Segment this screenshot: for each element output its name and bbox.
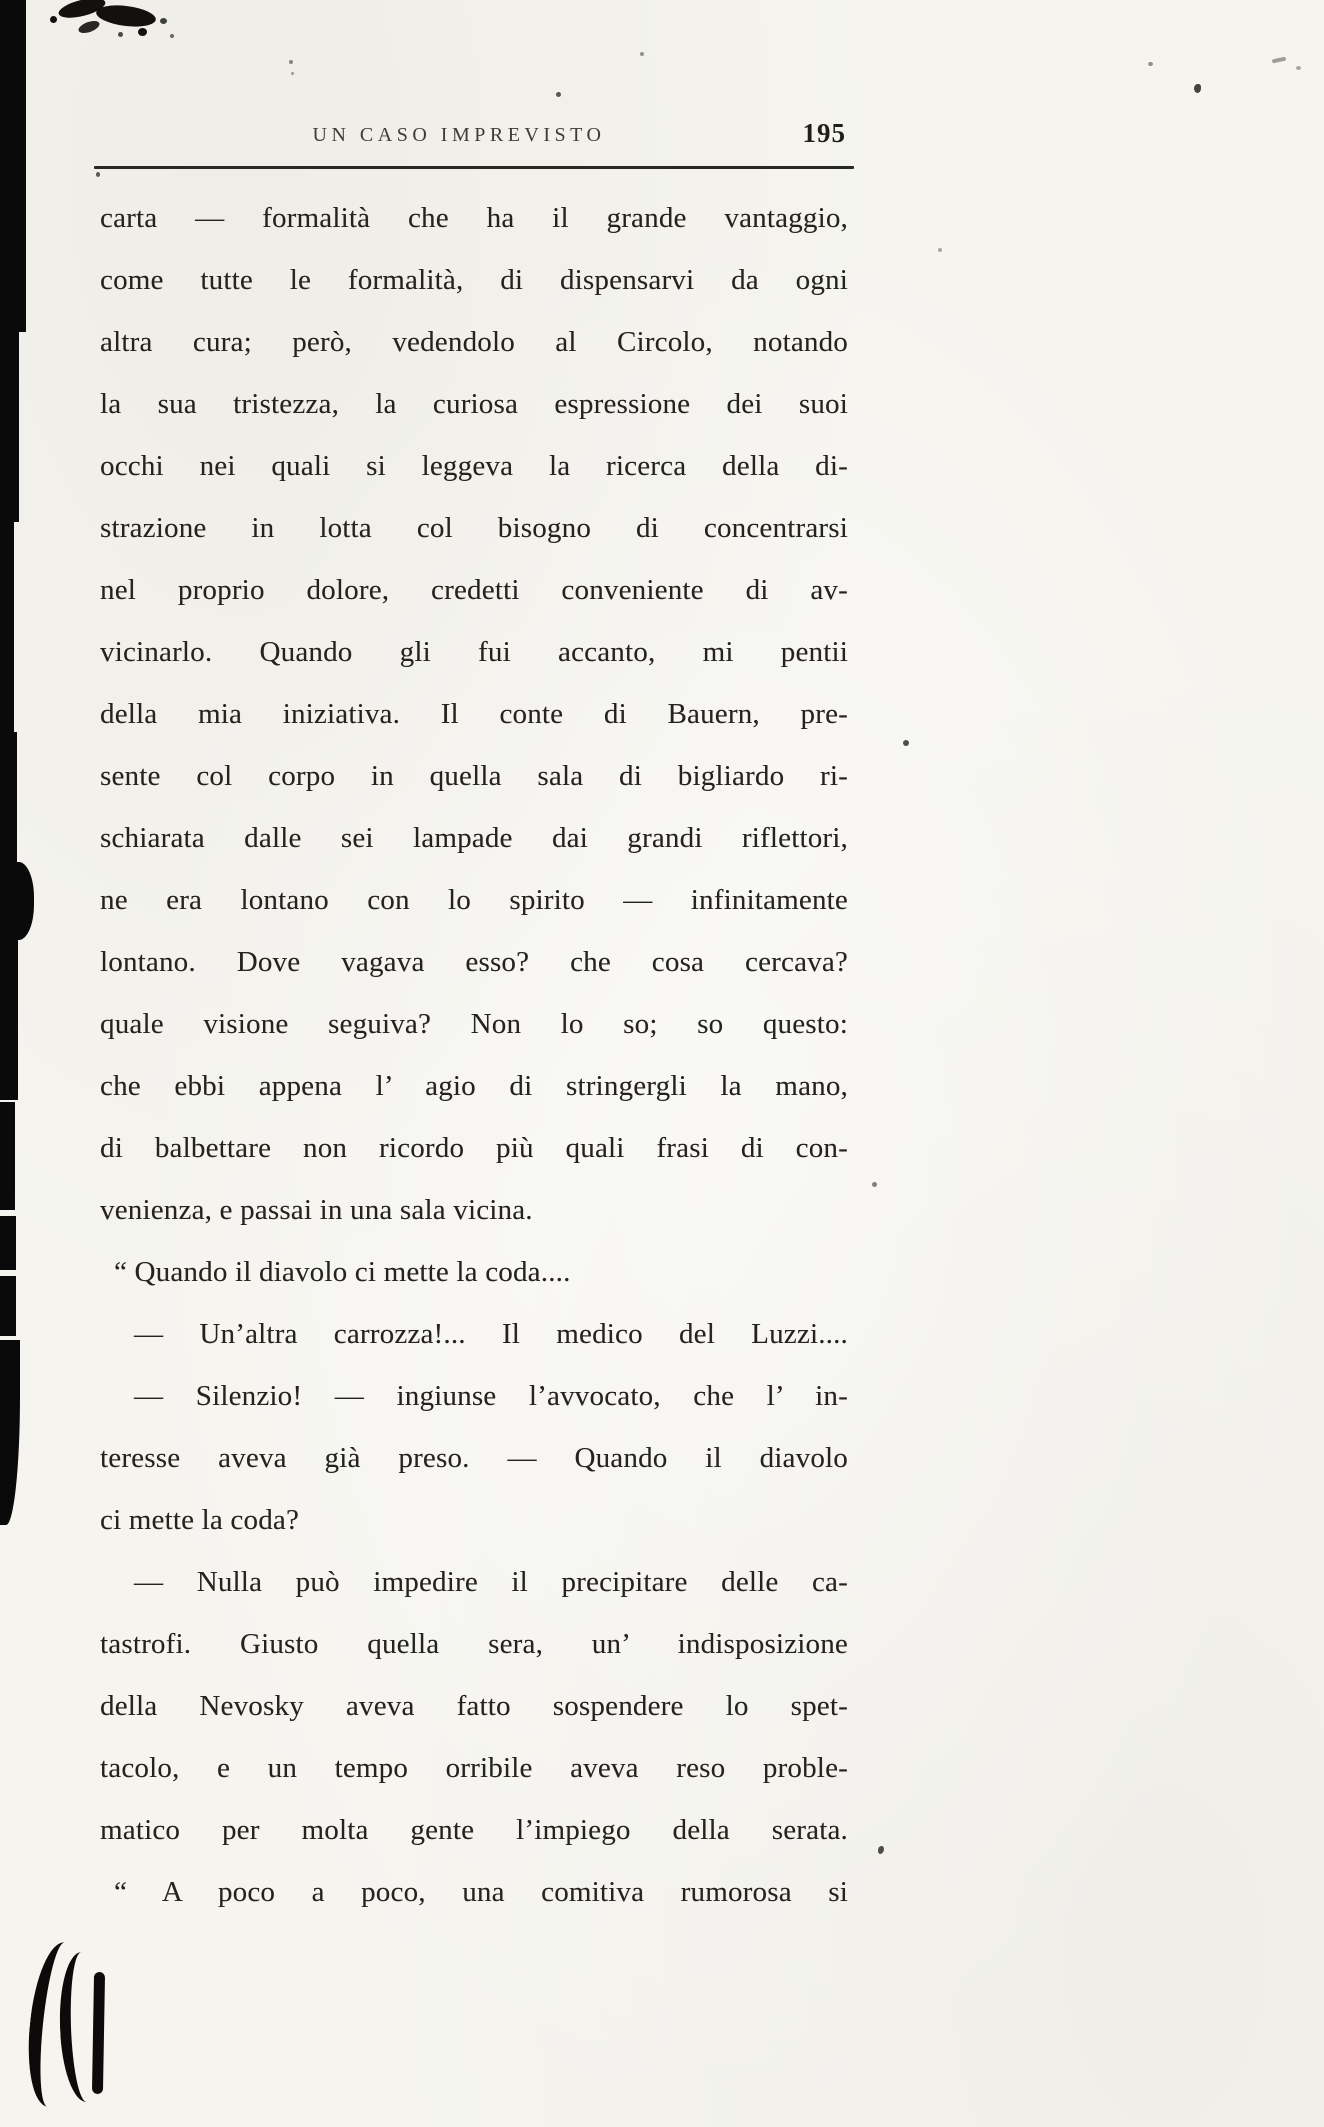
- scan-edge-artifact-segment: [0, 1216, 16, 1270]
- text-line: la sua tristezza, la curiosa espressione dei suoi: [100, 388, 848, 420]
- text-line: — Un’altra carrozza!... Il medico del Luzzi....: [134, 1318, 848, 1350]
- text-line: di balbettare non ricordo più quali frasi di con-: [100, 1132, 848, 1164]
- ink-blot: [138, 28, 147, 36]
- scan-edge-artifact-segment: [0, 332, 19, 522]
- text-line: occhi nei quali si leggeva la ricerca della di-: [100, 450, 848, 482]
- text-line: sente col corpo in quella sala di bigliardo ri-: [100, 760, 848, 792]
- ink-blot: [95, 2, 157, 29]
- scan-speck: [1296, 66, 1301, 70]
- running-header-title: UN CASO IMPREVISTO: [312, 124, 606, 146]
- text-line: matico per molta gente l’impiego della serata.: [100, 1814, 848, 1846]
- text-line: — Silenzio! — ingiunse l’avvocato, che l’ in-: [134, 1380, 848, 1412]
- body-text: [100, 187, 848, 1923]
- ink-smudge: [50, 0, 190, 52]
- text-line: carta — formalità che ha il grande vantaggio,: [100, 202, 848, 234]
- scan-binding-shadow: [0, 0, 60, 2127]
- scan-edge-artifact-segment: [0, 732, 17, 862]
- text-line: — Nulla può impedire il precipitare delle ca-: [134, 1566, 848, 1598]
- ink-blot: [77, 19, 101, 36]
- text-line: vicinarlo. Quando gli fui accanto, mi pentii: [100, 636, 848, 668]
- scan-speck: [1272, 57, 1287, 64]
- scan-speck: [872, 1182, 877, 1187]
- scan-speck: [640, 52, 644, 56]
- scan-speck: [903, 740, 909, 746]
- text-line: nel proprio dolore, credetti conveniente di av-: [100, 574, 848, 606]
- text-line: della Nevosky aveva fatto sospendere lo spet-: [100, 1690, 848, 1722]
- scan-edge-artifact-segment: [0, 522, 14, 732]
- scan-edge-artifact-segment: [0, 1276, 16, 1336]
- ink-blot: [50, 16, 57, 23]
- text-line: tastrofi. Giusto quella sera, un’ indisposizione: [100, 1628, 848, 1660]
- scan-edge-artifact-segment: [0, 1102, 15, 1210]
- scan-edge-artifact-segment: [0, 0, 26, 332]
- page-number: 195: [802, 118, 846, 148]
- scan-edge-artifact-segment: [0, 1340, 20, 1525]
- scan-speck: [938, 248, 942, 252]
- ink-mark-bar: [92, 1972, 105, 2094]
- text-line: lontano. Dove vagava esso? che cosa cercava?: [100, 946, 848, 978]
- ink-blot: [160, 18, 167, 24]
- text-line: ne era lontano con lo spirito — infinitamente: [100, 884, 848, 916]
- text-line: tacolo, e un tempo orribile aveva reso proble-: [100, 1752, 848, 1784]
- ink-blot: [170, 34, 174, 38]
- text-line: che ebbi appena l’ agio di stringergli la mano,: [100, 1070, 848, 1102]
- text-line: quale visione seguiva? Non lo so; so questo:: [100, 1008, 848, 1040]
- running-header: [100, 120, 848, 156]
- scan-edge-artifact-segment: [0, 862, 34, 940]
- header-rule: [94, 166, 854, 169]
- text-line: della mia iniziativa. Il conte di Bauern, pre-: [100, 698, 848, 730]
- text-line: strazione in lotta col bisogno di concentrarsi: [100, 512, 848, 544]
- text-line: “ Quando il diavolo ci mette la coda....: [114, 1256, 571, 1288]
- scan-speck: [1148, 62, 1153, 66]
- text-column: [100, 120, 848, 1923]
- text-line: “ A poco a poco, una comitiva rumorosa si: [114, 1876, 848, 1908]
- text-line: come tutte le formalità, di dispensarvi da ogni: [100, 264, 848, 296]
- scan-speck: [1194, 84, 1201, 93]
- ink-blot: [118, 32, 123, 37]
- text-line: altra cura; però, vedendolo al Circolo, notando: [100, 326, 848, 358]
- scan-speck: [289, 60, 293, 64]
- text-line: teresse aveva già preso. — Quando il diavolo: [100, 1442, 848, 1474]
- text-line: venienza, e passai in una sala vicina.: [100, 1194, 533, 1226]
- text-line: schiarata dalle sei lampade dai grandi riflettori,: [100, 822, 848, 854]
- scan-speck: [878, 1846, 884, 1854]
- scan-speck: [556, 92, 561, 97]
- text-line: ci mette la coda?: [100, 1504, 300, 1536]
- scan-speck: [291, 72, 294, 75]
- scan-edge-artifact-segment: [0, 940, 18, 1100]
